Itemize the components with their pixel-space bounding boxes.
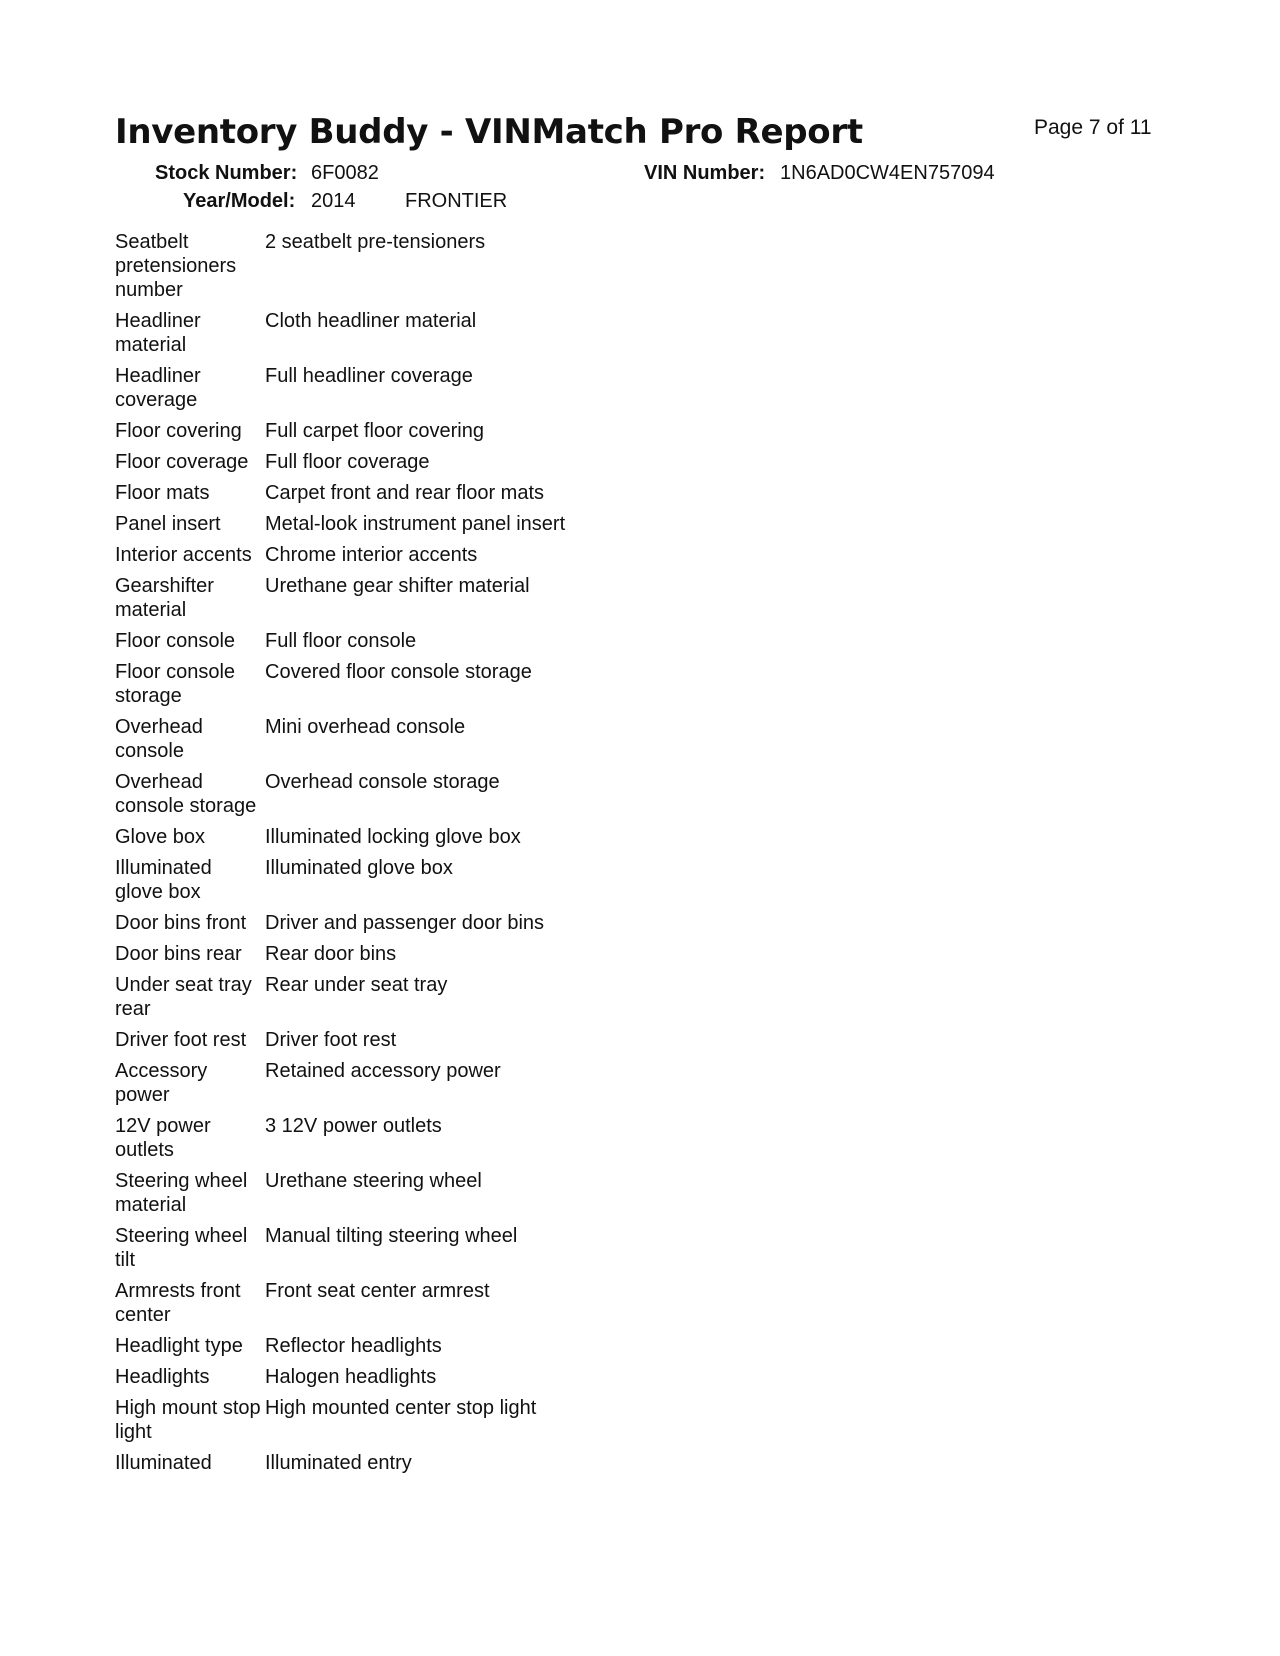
row-value: Driver foot rest: [265, 1029, 397, 1051]
spec-table: [115, 230, 635, 1482]
report-title: Inventory Buddy - VINMatch Pro Report: [115, 112, 863, 152]
table-row: [115, 715, 635, 763]
row-value: Urethane steering wheel: [265, 1170, 482, 1192]
row-value: Retained accessory power: [265, 1060, 501, 1082]
row-value: Metal-look instrument panel insert: [265, 513, 566, 535]
table-row: [115, 512, 635, 536]
row-label: Seatbelt pretensioners number: [115, 231, 237, 301]
table-row: [115, 1114, 635, 1162]
table-row: [115, 1279, 635, 1327]
row-value: Halogen headlights: [265, 1366, 437, 1388]
row-value: Cloth headliner material: [265, 310, 477, 332]
table-row: [115, 1169, 635, 1217]
row-value: Reflector headlights: [265, 1335, 442, 1357]
row-label: Floor console storage: [115, 661, 236, 707]
row-value: Full floor coverage: [265, 451, 430, 473]
row-label: Door bins rear: [115, 943, 242, 965]
row-label: Glove box: [115, 826, 206, 848]
row-label: Driver foot rest: [115, 1029, 247, 1051]
row-value: Overhead console storage: [265, 771, 500, 793]
row-label: 12V power outlets: [115, 1115, 211, 1161]
row-value: Chrome interior accents: [265, 544, 478, 566]
row-value: Carpet front and rear floor mats: [265, 482, 545, 504]
table-row: [115, 1028, 635, 1052]
row-value: 2 seatbelt pre-tensioners: [265, 231, 486, 253]
row-label: Steering wheel tilt: [115, 1225, 248, 1271]
table-row: [115, 770, 635, 818]
row-value: Full floor console: [265, 630, 417, 652]
year-model-label: Year/Model:: [183, 190, 296, 212]
row-label: Overhead console: [115, 716, 203, 762]
table-row: [115, 481, 635, 505]
table-row: [115, 574, 635, 622]
table-row: [115, 364, 635, 412]
row-label: Headlight type: [115, 1335, 243, 1357]
vin-number-value: 1N6AD0CW4EN757094: [780, 162, 995, 184]
table-row: [115, 450, 635, 474]
page-number: Page 7 of 11: [1034, 116, 1152, 139]
table-row: [115, 856, 635, 904]
table-row: [115, 1224, 635, 1272]
row-label: Floor coverage: [115, 451, 249, 473]
table-row: [115, 1451, 635, 1475]
row-value: Illuminated glove box: [265, 857, 453, 879]
row-label: Panel insert: [115, 513, 221, 535]
row-label: Headliner material: [115, 310, 201, 356]
row-value: Full headliner coverage: [265, 365, 473, 387]
row-value: Rear under seat tray: [265, 974, 448, 996]
row-label: Headliner coverage: [115, 365, 201, 411]
row-value: Rear door bins: [265, 943, 397, 965]
table-row: [115, 973, 635, 1021]
table-row: [115, 230, 635, 302]
table-row: [115, 1334, 635, 1358]
row-value: Front seat center armrest: [265, 1280, 490, 1302]
table-row: [115, 1365, 635, 1389]
stock-number-value: 6F0082: [311, 162, 379, 184]
row-label: Illuminated glove box: [115, 857, 212, 903]
year-value: 2014: [311, 190, 356, 212]
row-label: Floor console: [115, 630, 236, 652]
table-row: [115, 825, 635, 849]
table-row: [115, 660, 635, 708]
table-row: [115, 629, 635, 653]
table-row: [115, 543, 635, 567]
vin-number-label: VIN Number:: [644, 162, 766, 184]
row-label: Headlights: [115, 1366, 210, 1388]
row-value: Mini overhead console: [265, 716, 466, 738]
row-value: Driver and passenger door bins: [265, 912, 545, 934]
table-row: [115, 419, 635, 443]
row-value: Illuminated entry: [265, 1452, 412, 1474]
table-row: [115, 911, 635, 935]
row-label: Gearshifter material: [115, 575, 214, 621]
table-row: [115, 1059, 635, 1107]
row-value: Full carpet floor covering: [265, 420, 484, 442]
table-row: [115, 309, 635, 357]
row-label: High mount stop light: [115, 1397, 261, 1443]
row-label: Illuminated: [115, 1452, 212, 1474]
row-label: Floor covering: [115, 420, 242, 442]
row-label: Under seat tray rear: [115, 974, 252, 1020]
row-label: Accessory power: [115, 1060, 208, 1106]
row-label: Overhead console storage: [115, 771, 257, 817]
row-value: High mounted center stop light: [265, 1397, 537, 1419]
row-value: Illuminated locking glove box: [265, 826, 521, 848]
row-value: 3 12V power outlets: [265, 1115, 442, 1137]
table-row: [115, 1396, 635, 1444]
row-label: Floor mats: [115, 482, 210, 504]
row-label: Steering wheel material: [115, 1170, 248, 1216]
row-value: Urethane gear shifter material: [265, 575, 530, 597]
row-label: Armrests front center: [115, 1280, 241, 1326]
row-label: Interior accents: [115, 544, 252, 566]
table-row: [115, 942, 635, 966]
row-value: Manual tilting steering wheel: [265, 1225, 518, 1247]
row-value: Covered floor console storage: [265, 661, 532, 683]
row-label: Door bins front: [115, 912, 247, 934]
model-value: FRONTIER: [405, 190, 508, 212]
stock-number-label: Stock Number:: [155, 162, 298, 184]
